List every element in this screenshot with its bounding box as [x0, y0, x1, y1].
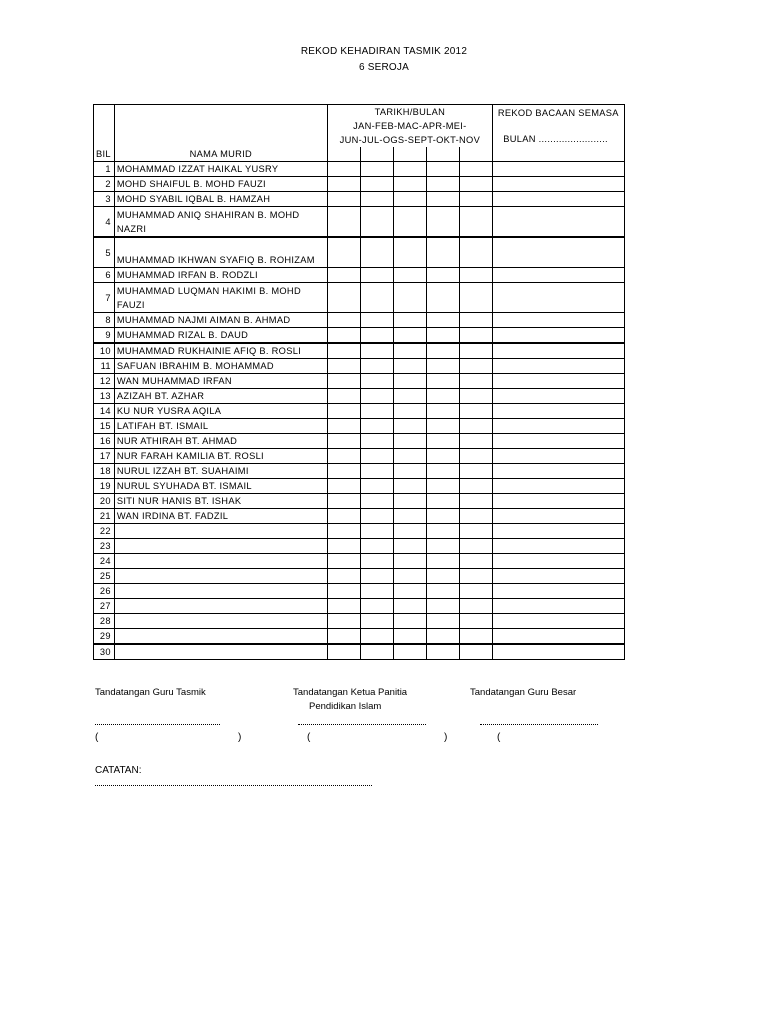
attendance-cell[interactable] [393, 404, 426, 419]
attendance-cell[interactable] [393, 389, 426, 404]
student-name: MUHAMMAD NAJMI AIMAN B. AHMAD [114, 313, 327, 328]
attendance-cell[interactable] [459, 614, 492, 629]
attendance-cell[interactable] [327, 162, 360, 177]
student-name: NURUL SYUHADA BT. ISMAIL [114, 479, 327, 494]
table-row [94, 614, 625, 629]
table-row [94, 207, 625, 238]
row-number: 13 [94, 389, 115, 404]
attendance-cell[interactable] [459, 629, 492, 645]
attendance-cell[interactable] [360, 374, 393, 389]
reading-record-cell[interactable] [492, 359, 624, 374]
attendance-cell[interactable] [426, 283, 459, 313]
table-row [94, 449, 625, 464]
attendance-cell[interactable] [459, 192, 492, 207]
attendance-cell[interactable] [426, 404, 459, 419]
attendance-cell[interactable] [393, 343, 426, 359]
reading-record-cell[interactable] [492, 162, 624, 177]
attendance-cell[interactable] [393, 313, 426, 328]
row-number: 22 [94, 524, 115, 539]
reading-record-cell[interactable] [492, 584, 624, 599]
attendance-cell[interactable] [459, 313, 492, 328]
attendance-cell[interactable] [327, 328, 360, 344]
attendance-cell[interactable] [459, 599, 492, 614]
student-name: MOHD SYABIL IQBAL B. HAMZAH [114, 192, 327, 207]
attendance-cell[interactable] [426, 569, 459, 584]
attendance-cell[interactable] [360, 479, 393, 494]
row-number: 5 [94, 237, 115, 268]
attendance-cell[interactable] [393, 644, 426, 660]
reading-record-cell[interactable] [492, 328, 624, 344]
signature-line-guru-tasmik [95, 724, 220, 725]
attendance-cell[interactable] [393, 359, 426, 374]
attendance-cell[interactable] [360, 283, 393, 313]
rekod-bacaan-header: REKOD BACAAN SEMASA BULAN ........................ [492, 105, 624, 148]
page-title: REKOD KEHADIRAN TASMIK 2012 [300, 46, 468, 57]
attendance-cell[interactable] [459, 359, 492, 374]
attendance-cell[interactable] [327, 374, 360, 389]
attendance-cell[interactable] [327, 629, 360, 645]
attendance-cell[interactable] [426, 328, 459, 344]
attendance-cell[interactable] [426, 268, 459, 283]
student-name [114, 554, 327, 569]
attendance-cell[interactable] [426, 449, 459, 464]
attendance-cell[interactable] [393, 283, 426, 313]
open-paren-2: ( [307, 732, 311, 743]
student-name: MOHAMMAD IZZAT HAIKAL YUSRY [114, 162, 327, 177]
reading-record-cell[interactable] [492, 524, 624, 539]
student-name: MOHD SHAIFUL B. MOHD FAUZI [114, 177, 327, 192]
table-row [94, 509, 625, 524]
student-name: NUR FARAH KAMILIA BT. ROSLI [114, 449, 327, 464]
attendance-cell[interactable] [327, 268, 360, 283]
attendance-cell[interactable] [360, 464, 393, 479]
table-row [94, 162, 625, 177]
attendance-cell[interactable] [327, 207, 360, 238]
row-number: 23 [94, 539, 115, 554]
attendance-cell[interactable] [459, 328, 492, 344]
student-name: WAN IRDINA BT. FADZIL [114, 509, 327, 524]
reading-record-cell[interactable] [492, 434, 624, 449]
attendance-cell[interactable] [360, 328, 393, 344]
reading-record-cell[interactable] [492, 599, 624, 614]
attendance-cell[interactable] [393, 599, 426, 614]
reading-record-cell[interactable] [492, 207, 624, 238]
row-number: 24 [94, 554, 115, 569]
attendance-cell[interactable] [360, 584, 393, 599]
attendance-cell[interactable] [360, 599, 393, 614]
attendance-cell[interactable] [393, 629, 426, 645]
attendance-cell[interactable] [393, 584, 426, 599]
guru-besar-label: Tandatangan Guru Besar [470, 687, 577, 698]
attendance-cell[interactable] [360, 268, 393, 283]
attendance-cell[interactable] [360, 494, 393, 509]
student-name: MUHAMMAD IRFAN B. RODZLI [114, 268, 327, 283]
attendance-cell[interactable] [426, 359, 459, 374]
attendance-cell[interactable] [459, 644, 492, 660]
attendance-cell[interactable] [360, 207, 393, 238]
table-row [94, 599, 625, 614]
attendance-cell[interactable] [327, 313, 360, 328]
row-number: 9 [94, 328, 115, 344]
reading-record-cell[interactable] [492, 644, 624, 660]
attendance-cell[interactable] [393, 177, 426, 192]
attendance-cell[interactable] [459, 268, 492, 283]
reading-record-cell[interactable] [492, 494, 624, 509]
signature-line-ketua-panitia [298, 724, 426, 725]
attendance-cell[interactable] [327, 644, 360, 660]
attendance-cell[interactable] [360, 644, 393, 660]
table-row [94, 494, 625, 509]
row-number: 14 [94, 404, 115, 419]
attendance-cell[interactable] [459, 554, 492, 569]
reading-record-cell[interactable] [492, 177, 624, 192]
attendance-cell[interactable] [426, 464, 459, 479]
attendance-cell[interactable] [459, 584, 492, 599]
ketua-panitia-label-2: Pendidikan Islam [309, 701, 382, 712]
attendance-cell[interactable] [327, 192, 360, 207]
attendance-cell[interactable] [459, 479, 492, 494]
catatan-label: CATATAN: [95, 765, 142, 776]
attendance-cell[interactable] [459, 419, 492, 434]
attendance-cell[interactable] [327, 569, 360, 584]
attendance-cell[interactable] [459, 524, 492, 539]
student-name: SAFUAN IBRAHIM B. MOHAMMAD [114, 359, 327, 374]
student-name [114, 629, 327, 645]
attendance-cell[interactable] [426, 162, 459, 177]
row-number: 7 [94, 283, 115, 313]
attendance-cell[interactable] [393, 207, 426, 238]
attendance-cell[interactable] [426, 524, 459, 539]
catatan-line [95, 785, 372, 786]
student-name: MUHAMMAD RUKHAINIE AFIQ B. ROSLI [114, 343, 327, 359]
attendance-cell[interactable] [426, 644, 459, 660]
header-row-2 [94, 147, 625, 162]
attendance-cell[interactable] [426, 192, 459, 207]
attendance-cell[interactable] [393, 434, 426, 449]
student-name: LATIFAH BT. ISMAIL [114, 419, 327, 434]
row-number: 3 [94, 192, 115, 207]
guru-tasmik-label: Tandatangan Guru Tasmik [95, 687, 206, 698]
attendance-cell[interactable] [360, 449, 393, 464]
attendance-cell[interactable] [426, 207, 459, 238]
row-number: 21 [94, 509, 115, 524]
attendance-cell[interactable] [426, 509, 459, 524]
table-row [94, 434, 625, 449]
student-name: MUHAMMAD ANIQ SHAHIRAN B. MOHD NAZRI [114, 207, 327, 238]
reading-record-cell[interactable] [492, 192, 624, 207]
reading-record-cell[interactable] [492, 237, 624, 268]
attendance-cell[interactable] [393, 449, 426, 464]
row-number: 20 [94, 494, 115, 509]
attendance-cell[interactable] [360, 419, 393, 434]
reading-record-cell[interactable] [492, 479, 624, 494]
reading-record-cell[interactable] [492, 419, 624, 434]
attendance-cell[interactable] [360, 162, 393, 177]
attendance-cell[interactable] [426, 494, 459, 509]
signature-line-guru-besar [480, 724, 598, 725]
student-name: SITI NUR HANIS BT. ISHAK [114, 494, 327, 509]
row-number: 16 [94, 434, 115, 449]
student-name [114, 599, 327, 614]
attendance-cell[interactable] [393, 374, 426, 389]
attendance-cell[interactable] [459, 434, 492, 449]
row-number: 4 [94, 207, 115, 238]
attendance-cell[interactable] [360, 359, 393, 374]
attendance-cell[interactable] [360, 524, 393, 539]
table-row [94, 389, 625, 404]
attendance-cell[interactable] [327, 479, 360, 494]
attendance-cell[interactable] [360, 539, 393, 554]
student-name: NUR ATHIRAH BT. AHMAD [114, 434, 327, 449]
attendance-cell[interactable] [426, 434, 459, 449]
attendance-cell[interactable] [360, 509, 393, 524]
row-number: 25 [94, 569, 115, 584]
table-row [94, 237, 625, 268]
student-name: MUHAMMAD LUQMAN HAKIMI B. MOHD FAUZI [114, 283, 327, 313]
table-row [94, 283, 625, 313]
reading-record-cell[interactable] [492, 343, 624, 359]
table-row [94, 539, 625, 554]
reading-record-cell[interactable] [492, 283, 624, 313]
bil-header: BIL [94, 147, 115, 162]
attendance-cell[interactable] [327, 359, 360, 374]
row-number: 15 [94, 419, 115, 434]
open-paren-3: ( [497, 732, 501, 743]
student-name: MUHAMMAD IKHWAN SYAFIQ B. ROHIZAM [114, 237, 327, 268]
attendance-cell[interactable] [393, 419, 426, 434]
reading-record-cell[interactable] [492, 268, 624, 283]
attendance-cell[interactable] [327, 584, 360, 599]
attendance-cell[interactable] [327, 177, 360, 192]
attendance-cell[interactable] [393, 614, 426, 629]
reading-record-cell[interactable] [492, 569, 624, 584]
row-number: 29 [94, 629, 115, 645]
table-row [94, 313, 625, 328]
attendance-cell[interactable] [327, 434, 360, 449]
attendance-cell[interactable] [459, 162, 492, 177]
attendance-cell[interactable] [327, 404, 360, 419]
attendance-cell[interactable] [327, 419, 360, 434]
student-name: AZIZAH BT. AZHAR [114, 389, 327, 404]
attendance-cell[interactable] [360, 434, 393, 449]
attendance-cell[interactable] [459, 494, 492, 509]
attendance-cell[interactable] [327, 464, 360, 479]
attendance-cell[interactable] [459, 404, 492, 419]
attendance-cell[interactable] [327, 494, 360, 509]
attendance-cell[interactable] [426, 389, 459, 404]
attendance-cell[interactable] [459, 509, 492, 524]
attendance-cell[interactable] [426, 599, 459, 614]
attendance-cell[interactable] [327, 539, 360, 554]
attendance-cell[interactable] [426, 374, 459, 389]
attendance-cell[interactable] [426, 237, 459, 268]
attendance-cell[interactable] [459, 374, 492, 389]
row-number: 8 [94, 313, 115, 328]
attendance-cell[interactable] [327, 449, 360, 464]
attendance-cell[interactable] [393, 539, 426, 554]
table-row [94, 524, 625, 539]
attendance-cell[interactable] [393, 479, 426, 494]
row-number: 10 [94, 343, 115, 359]
attendance-cell[interactable] [426, 584, 459, 599]
attendance-cell[interactable] [327, 237, 360, 268]
attendance-cell[interactable] [327, 524, 360, 539]
attendance-cell[interactable] [360, 343, 393, 359]
attendance-cell[interactable] [426, 313, 459, 328]
attendance-cell[interactable] [459, 449, 492, 464]
attendance-cell[interactable] [459, 389, 492, 404]
attendance-cell[interactable] [360, 404, 393, 419]
table-row [94, 177, 625, 192]
attendance-cell[interactable] [327, 614, 360, 629]
row-number: 11 [94, 359, 115, 374]
attendance-cell[interactable] [459, 569, 492, 584]
attendance-cell[interactable] [459, 343, 492, 359]
attendance-cell[interactable] [360, 554, 393, 569]
attendance-cell[interactable] [393, 494, 426, 509]
attendance-cell[interactable] [459, 237, 492, 268]
reading-record-cell[interactable] [492, 389, 624, 404]
table-row [94, 554, 625, 569]
attendance-cell[interactable] [426, 539, 459, 554]
reading-record-cell[interactable] [492, 313, 624, 328]
table-row [94, 644, 625, 660]
header-row-1 [94, 105, 625, 148]
attendance-cell[interactable] [327, 343, 360, 359]
reading-record-cell[interactable] [492, 509, 624, 524]
reading-record-cell[interactable] [492, 539, 624, 554]
row-number: 17 [94, 449, 115, 464]
attendance-cell[interactable] [393, 328, 426, 344]
attendance-cell[interactable] [459, 283, 492, 313]
attendance-cell[interactable] [327, 283, 360, 313]
attendance-cell[interactable] [360, 569, 393, 584]
row-number: 6 [94, 268, 115, 283]
table-row [94, 343, 625, 359]
attendance-cell[interactable] [360, 389, 393, 404]
attendance-cell[interactable] [426, 419, 459, 434]
student-name [114, 644, 327, 660]
attendance-cell[interactable] [393, 192, 426, 207]
attendance-cell[interactable] [360, 177, 393, 192]
attendance-cell[interactable] [426, 614, 459, 629]
attendance-cell[interactable] [426, 177, 459, 192]
table-row [94, 419, 625, 434]
attendance-cell[interactable] [360, 614, 393, 629]
attendance-cell[interactable] [360, 313, 393, 328]
row-number: 26 [94, 584, 115, 599]
attendance-cell[interactable] [393, 569, 426, 584]
table-row [94, 479, 625, 494]
attendance-cell[interactable] [393, 464, 426, 479]
attendance-cell[interactable] [360, 237, 393, 268]
attendance-cell[interactable] [393, 509, 426, 524]
attendance-cell[interactable] [327, 509, 360, 524]
reading-record-cell[interactable] [492, 464, 624, 479]
row-number: 2 [94, 177, 115, 192]
row-number: 19 [94, 479, 115, 494]
student-name: WAN MUHAMMAD IRFAN [114, 374, 327, 389]
reading-record-cell[interactable] [492, 629, 624, 645]
table-row [94, 359, 625, 374]
reading-record-cell[interactable] [492, 374, 624, 389]
row-number: 1 [94, 162, 115, 177]
attendance-cell[interactable] [360, 192, 393, 207]
attendance-cell[interactable] [360, 629, 393, 645]
row-number: 18 [94, 464, 115, 479]
attendance-cell[interactable] [393, 554, 426, 569]
open-paren-1: ( [95, 732, 99, 743]
table-row [94, 569, 625, 584]
row-number: 27 [94, 599, 115, 614]
table-row [94, 464, 625, 479]
reading-record-cell[interactable] [492, 404, 624, 419]
student-name: MUHAMMAD RIZAL B. DAUD [114, 328, 327, 344]
student-name [114, 524, 327, 539]
reading-record-cell[interactable] [492, 449, 624, 464]
attendance-cell[interactable] [393, 524, 426, 539]
attendance-cell[interactable] [426, 343, 459, 359]
attendance-cell[interactable] [459, 207, 492, 238]
attendance-cell[interactable] [459, 177, 492, 192]
attendance-cell[interactable] [393, 237, 426, 268]
attendance-table [93, 104, 625, 660]
student-name [114, 584, 327, 599]
tarikh-header: TARIKH/BULAN JAN-FEB-MAC-APR-MEI- JUN-JUL-OGS-SEPT-OKT-NOV [327, 105, 492, 148]
student-name [114, 569, 327, 584]
table-row [94, 192, 625, 207]
reading-record-cell[interactable] [492, 554, 624, 569]
student-name: KU NUR YUSRA AQILA [114, 404, 327, 419]
nama-header: NAMA MURID [114, 147, 327, 162]
close-paren-1: ) [238, 732, 242, 743]
attendance-cell[interactable] [426, 554, 459, 569]
attendance-cell[interactable] [327, 599, 360, 614]
close-paren-2: ) [444, 732, 448, 743]
ketua-panitia-label: Tandatangan Ketua Panitia [293, 687, 408, 698]
reading-record-cell[interactable] [492, 614, 624, 629]
attendance-cell[interactable] [393, 162, 426, 177]
attendance-cell[interactable] [459, 464, 492, 479]
student-name: NURUL IZZAH BT. SUAHAIMI [114, 464, 327, 479]
attendance-cell[interactable] [459, 539, 492, 554]
table-row [94, 584, 625, 599]
table-row [94, 268, 625, 283]
table-row [94, 629, 625, 645]
table-row [94, 328, 625, 344]
student-name [114, 614, 327, 629]
attendance-cell[interactable] [327, 554, 360, 569]
table-row [94, 404, 625, 419]
table-row [94, 374, 625, 389]
attendance-cell[interactable] [426, 479, 459, 494]
row-number: 30 [94, 644, 115, 660]
attendance-cell[interactable] [426, 629, 459, 645]
student-name [114, 539, 327, 554]
class-name: 6 SEROJA [359, 62, 409, 73]
attendance-cell[interactable] [393, 268, 426, 283]
attendance-cell[interactable] [327, 389, 360, 404]
row-number: 28 [94, 614, 115, 629]
row-number: 12 [94, 374, 115, 389]
